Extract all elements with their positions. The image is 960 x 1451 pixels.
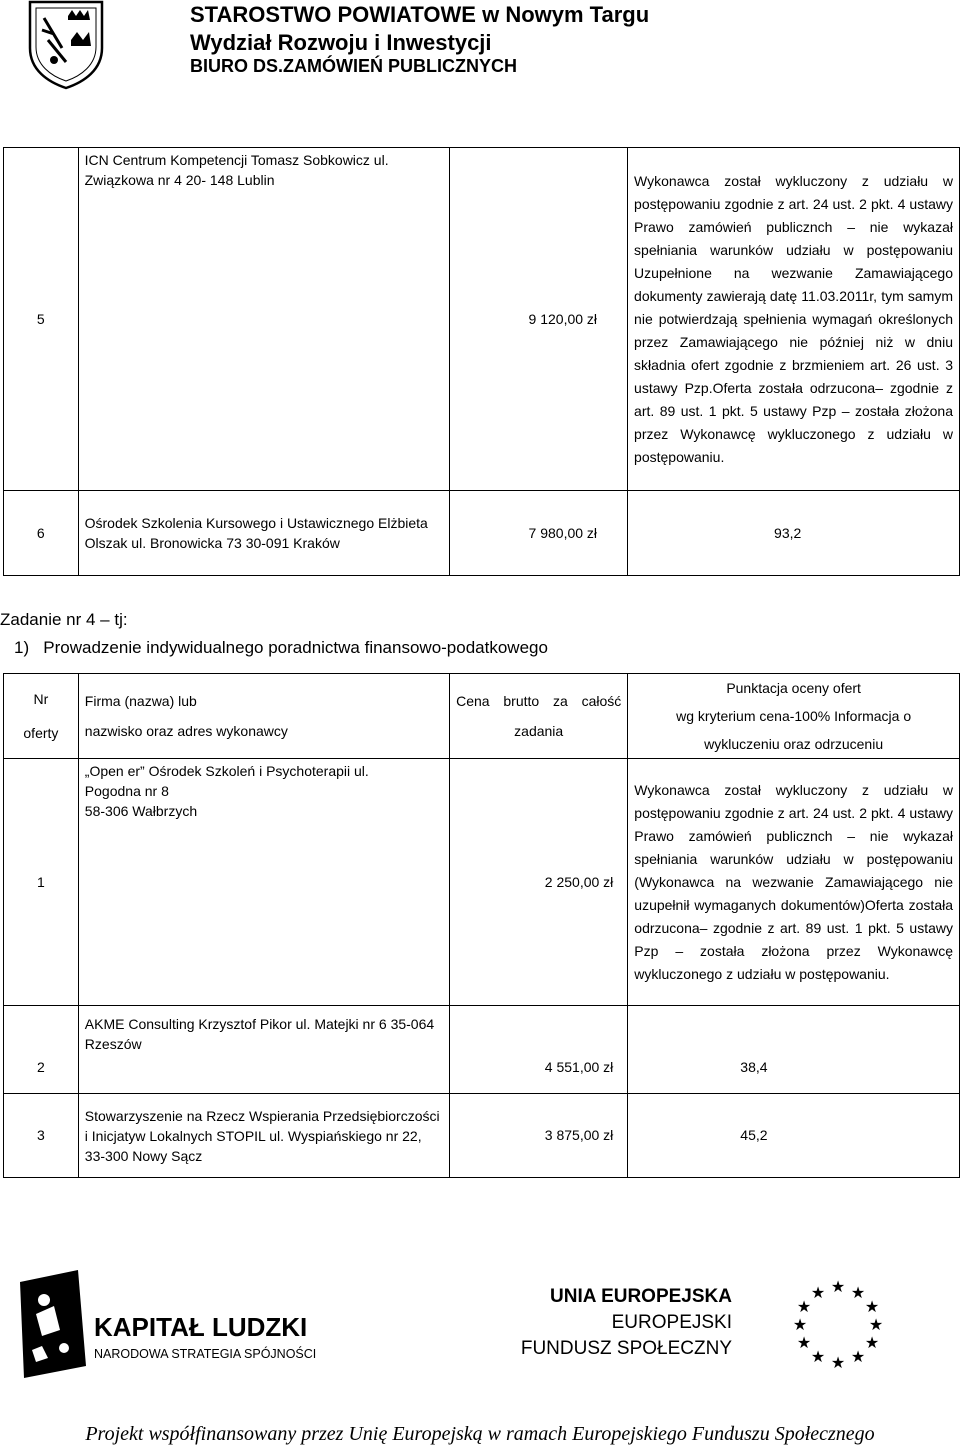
header-text: Nr [33,691,49,707]
svg-text:★: ★ [810,1283,826,1302]
svg-text:★: ★ [792,1315,808,1334]
header-text: oferty [23,725,59,741]
svg-text:★: ★ [864,1297,880,1316]
table-row [4,148,960,491]
svg-text:★: ★ [864,1333,880,1352]
firm-line: „Open er” Ośrodek Szkoleń i Psychoterapii ul. [84,763,369,779]
eu-fund-line1: EUROPEJSKI [611,1312,732,1333]
exclusion-info-cell: Wykonawca został wykluczony z udziału w postępowaniu zgodnie z art. 24 ust. 2 pkt. 4 ustawy Prawo zamówień publicznch – nie wykazał spełniania warunków udziału w postępowaniu Uzupełnione na wezwanie Zamawiającego dokumenty zawierają datę 11.03.2011r, tym samym nie potwierdzają spełnienia wymagań określonych przez Zamawiającego nie później niż w dniu składnia ofert zgodnie z brzmieniem art. 26 ust. 3 ustawy Pzp.Oferta została odrzucona– zgodnie z art. 89 ust. 1 pkt. 5 ustawy Pzp – została złożona przez Wykonawcę wykluczonego z udziału w postępowaniu. [628,148,960,491]
svg-text:★: ★ [850,1283,866,1302]
firm-line: Pogodna nr 8 [84,783,169,799]
score-value: 93,2 [774,524,802,541]
price-cell: 2 250,00 zł [450,759,628,1006]
svg-text:★: ★ [830,1277,846,1296]
offer-number: 2 [4,1006,79,1094]
firm-cell: Ośrodek Szkolenia Kursowego i Ustawicznego Elżbieta Olszak ul. Bronowicka 73 30-091 Kraków [78,491,449,576]
table-row [4,1094,960,1178]
price-cell: 3 875,00 zł [450,1094,628,1178]
eu-title: UNIA EUROPEJSKA [550,1286,732,1307]
header-department: Wydział Rozwoju i Inwestycji [190,30,492,55]
exclusion-info-cell: Wykonawca został wykluczony z udziału w postępowaniu zgodnie z art. 24 ust. 2 pkt. 4 ustawy Prawo zamówień publicznch – nie wykazał spełniania warunków udziału w postępowaniu (Wykonawca na wezwanie Zamawiającego nie uzupełnił wymaganych dokumentów)Oferta została odrzucona– zgodnie z art. 89 ust. 1 pkt. 5 ustawy Pzp – została złożona przez Wykonawcę wykluczonego z udziału w postępowaniu. [628,759,960,1006]
footer-cofinancing-note: Projekt współfinansowany przez Unię Europejską w ramach Europejskiego Funduszu Społecznego [85,1423,875,1445]
firm-cell: ICN Centrum Kompetencji Tomasz Sobkowicz ul. Związkowa nr 4 20- 148 Lublin [78,148,449,491]
score-value: 45,2 [740,1127,768,1143]
offer-number: 1 [4,759,79,1006]
kapital-title: KAPITAŁ LUDZKI [94,1312,308,1342]
header-office: BIURO DS.ZAMÓWIEŃ PUBLICZNYCH [190,56,517,76]
kapital-subtitle: NARODOWA STRATEGIA SPÓJNOŚCI [94,1347,317,1361]
eu-social-fund-logo [520,1272,952,1372]
header-offer-number [4,674,79,759]
table-row [4,759,960,1006]
offer-number: 5 [4,148,79,491]
svg-text:★: ★ [810,1347,826,1366]
firm-line: 58-306 Wałbrzych [84,803,198,819]
header-institution: STAROSTWO POWIATOWE w Nowym Targu [190,2,650,27]
kapital-ludzki-logo [14,1270,334,1380]
table-row [4,1006,960,1094]
header-text: wg kryterium cena-100% Informacja o [676,708,912,724]
price-cell: 4 551,00 zł [450,1006,628,1094]
svg-text:★: ★ [868,1315,884,1334]
price-cell: 7 980,00 zł [449,491,627,576]
header-firm [78,674,449,759]
price-cell: 9 120,00 zł [449,148,627,491]
offer-number: 3 [4,1094,79,1178]
header-price [450,674,628,759]
header-text: wykluczeniu oraz odrzuceniu [704,736,884,752]
header-text: nazwisko oraz adres wykonawcy [84,723,288,739]
table-header-row [4,674,960,759]
svg-text:★: ★ [796,1297,812,1316]
header-text: zadania [514,723,564,739]
eu-fund-line2: FUNDUSZ SPOŁECZNY [520,1338,732,1359]
firm-cell: AKME Consulting Krzysztof Pikor ul. Matejki nr 6 35-064 Rzeszów [78,1006,449,1094]
firm-cell [78,759,449,1006]
score-value: 38,4 [740,1059,768,1075]
table-row [4,491,960,576]
section-item: 1) Prowadzenie indywidualnego poradnictwa finansowo-podatkowego [14,638,548,657]
offers-table-continuation [3,147,960,576]
offer-number: 6 [4,491,79,576]
section-title: Zadanie nr 4 – tj: [0,610,128,629]
firm-cell: Stowarzyszenie na Rzecz Wspierania Przedsiębiorczości i Inicjatyw Lokalnych STOPIL ul. Wyspiańskiego nr 22, 33-300 Nowy Sącz [78,1094,449,1178]
score-cell [628,1006,960,1094]
score-cell [628,491,960,576]
header-text: Firma (nazwa) lub [84,693,197,709]
header-text: Cena brutto za całość [456,693,622,709]
score-cell [628,1094,960,1178]
svg-text:★: ★ [796,1333,812,1352]
header-text: Punktacja oceny ofert [726,680,861,696]
svg-text:★: ★ [850,1347,866,1366]
header-score [628,674,960,759]
svg-text:★: ★ [830,1353,846,1372]
coat-of-arms-crest [26,0,106,90]
offers-table-task4 [3,673,960,1178]
